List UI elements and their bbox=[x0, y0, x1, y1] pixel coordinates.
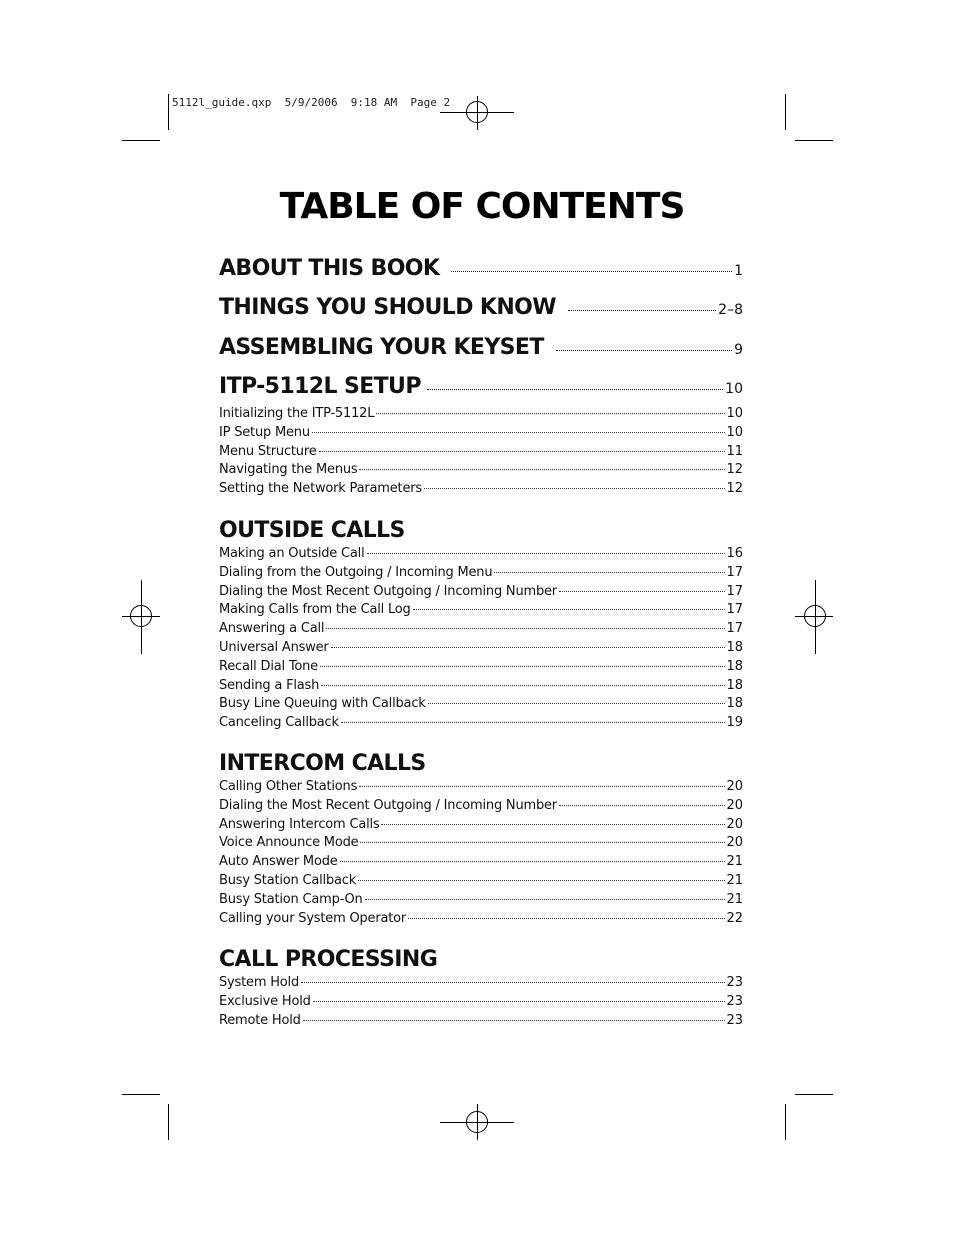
toc-entry bbox=[219, 481, 743, 500]
entry-title: Sending a Flash bbox=[219, 677, 320, 693]
toc-entry bbox=[219, 1013, 743, 1032]
entry-page: 2–8 bbox=[718, 302, 743, 318]
toc-entry bbox=[219, 584, 743, 603]
toc-entry bbox=[219, 715, 743, 734]
toc-entry bbox=[219, 854, 743, 873]
entry-title: Dialing from the Outgoing / Incoming Menu bbox=[219, 564, 493, 580]
dot-leader bbox=[559, 805, 725, 806]
dot-leader bbox=[341, 722, 726, 723]
crop-mark bbox=[168, 1104, 169, 1140]
entry-page: 9 bbox=[734, 341, 743, 358]
toc-major-entry bbox=[219, 256, 743, 295]
dot-leader bbox=[326, 628, 725, 629]
dot-leader bbox=[359, 786, 725, 787]
toc-entry bbox=[219, 994, 743, 1013]
crop-mark bbox=[785, 1104, 786, 1140]
entry-title: Exclusive Hold bbox=[219, 994, 311, 1010]
entry-page: 21 bbox=[726, 891, 743, 907]
entry-page: 18 bbox=[726, 696, 743, 712]
toc-entry bbox=[219, 565, 743, 584]
entry-title: Menu Structure bbox=[219, 443, 317, 459]
dot-leader bbox=[359, 469, 725, 470]
entry-page: 20 bbox=[726, 778, 743, 794]
entry-title: Remote Hold bbox=[219, 1012, 301, 1028]
dot-leader bbox=[559, 591, 725, 592]
dot-leader bbox=[321, 685, 725, 686]
entry-title: Auto Answer Mode bbox=[219, 854, 338, 870]
entry-title: Dialing the Most Recent Outgoing / Incoming Number bbox=[219, 797, 557, 813]
entry-title: Busy Station Callback bbox=[219, 872, 357, 888]
dot-leader bbox=[331, 647, 726, 648]
entry-title: Calling your System Operator bbox=[219, 910, 407, 926]
entry-page: 11 bbox=[726, 443, 743, 459]
entry-page: 17 bbox=[726, 621, 743, 637]
dot-leader bbox=[301, 982, 725, 983]
toc-entry bbox=[219, 835, 743, 854]
dot-leader bbox=[424, 488, 725, 489]
dot-leader bbox=[428, 703, 726, 704]
entry-title: Making an Outside Call bbox=[219, 545, 365, 561]
dot-leader bbox=[381, 824, 725, 825]
dot-leader bbox=[556, 350, 732, 351]
crop-mark bbox=[122, 1094, 160, 1095]
page-title: TABLE OF CONTENTS bbox=[279, 186, 685, 227]
dot-leader bbox=[320, 666, 725, 667]
entry-page: 20 bbox=[726, 797, 743, 813]
entry-page: 10 bbox=[726, 406, 743, 421]
dot-leader bbox=[427, 389, 723, 390]
dot-leader bbox=[360, 842, 725, 843]
dot-leader bbox=[367, 553, 726, 554]
entry-page: 23 bbox=[726, 994, 743, 1010]
entry-title: Voice Announce Mode bbox=[219, 835, 359, 851]
entry-title: Setting the Network Parameters bbox=[219, 481, 422, 497]
entry-title: Initializing the ITP-5112L bbox=[219, 406, 375, 421]
entry-page: 17 bbox=[726, 583, 743, 599]
toc-entry bbox=[219, 462, 743, 481]
entry-page: 10 bbox=[726, 424, 743, 440]
dot-leader bbox=[303, 1020, 726, 1021]
toc-major-entry bbox=[219, 335, 743, 375]
entry-page: 17 bbox=[726, 602, 743, 618]
entry-title: Universal Answer bbox=[219, 639, 329, 655]
toc-entry bbox=[219, 975, 743, 994]
entry-title: Answering a Call bbox=[219, 621, 325, 637]
toc-entry bbox=[219, 911, 743, 930]
entry-page: 20 bbox=[726, 835, 743, 851]
toc-entry bbox=[219, 892, 743, 911]
entry-page: 21 bbox=[726, 854, 743, 870]
entry-title: Navigating the Menus bbox=[219, 462, 358, 478]
entry-page: 23 bbox=[726, 975, 743, 991]
toc-entry bbox=[219, 546, 743, 565]
entry-title: ABOUT THIS BOOK bbox=[219, 256, 440, 281]
dot-leader bbox=[365, 899, 726, 900]
entry-page: 12 bbox=[726, 481, 743, 497]
toc-entry bbox=[219, 696, 743, 715]
dot-leader bbox=[568, 310, 716, 311]
entry-title: Answering Intercom Calls bbox=[219, 816, 380, 832]
toc-entry bbox=[219, 798, 743, 817]
dot-leader bbox=[312, 432, 726, 433]
dot-leader bbox=[413, 609, 726, 610]
dot-leader bbox=[376, 413, 725, 414]
dot-leader bbox=[319, 451, 726, 452]
entry-page: 23 bbox=[726, 1012, 743, 1028]
toc-entry bbox=[219, 779, 743, 798]
crop-mark bbox=[122, 140, 160, 141]
toc-entry bbox=[219, 678, 743, 697]
toc-entry bbox=[219, 406, 743, 425]
entry-title: IP Setup Menu bbox=[219, 424, 310, 440]
toc-major-entry bbox=[219, 295, 743, 335]
section-heading-intercom-calls: INTERCOM CALLS bbox=[219, 750, 426, 776]
toc-entry bbox=[219, 640, 743, 659]
entry-title: Busy Station Camp-On bbox=[219, 891, 363, 907]
entry-page: 17 bbox=[726, 564, 743, 580]
dot-leader bbox=[451, 271, 732, 272]
entry-page: 19 bbox=[726, 715, 743, 731]
toc-entry bbox=[219, 659, 743, 678]
entry-page: 12 bbox=[726, 462, 743, 478]
entry-page: 22 bbox=[726, 910, 743, 926]
toc-entry bbox=[219, 621, 743, 640]
printer-slug: 5112l_guide.qxp 5/9/2006 9:18 AM Page 2 bbox=[172, 96, 451, 109]
crop-mark bbox=[795, 1094, 833, 1095]
entry-title: Making Calls from the Call Log bbox=[219, 602, 411, 618]
crop-mark bbox=[168, 94, 169, 130]
toc-entry bbox=[219, 602, 743, 621]
entry-page: 10 bbox=[725, 381, 743, 397]
crop-mark bbox=[795, 140, 833, 141]
entry-title: Calling Other Stations bbox=[219, 778, 358, 794]
entry-title: Canceling Callback bbox=[219, 715, 339, 731]
section-heading-call-processing: CALL PROCESSING bbox=[219, 947, 438, 973]
entry-page: 1 bbox=[734, 263, 743, 279]
section-heading-outside-calls: OUTSIDE CALLS bbox=[219, 517, 405, 543]
entry-page: 18 bbox=[726, 639, 743, 655]
toc-entry bbox=[219, 444, 743, 463]
toc-entry bbox=[219, 873, 743, 892]
dot-leader bbox=[358, 880, 725, 881]
toc-entry bbox=[219, 817, 743, 836]
dot-leader bbox=[340, 861, 726, 862]
toc-entry bbox=[219, 425, 743, 444]
dot-leader bbox=[494, 572, 725, 573]
entry-page: 20 bbox=[726, 816, 743, 832]
table-of-contents bbox=[219, 256, 743, 1032]
entry-title: ASSEMBLING YOUR KEYSET bbox=[219, 334, 544, 360]
crop-mark bbox=[785, 94, 786, 130]
entry-title: Recall Dial Tone bbox=[219, 658, 318, 674]
entry-title: System Hold bbox=[219, 975, 300, 991]
entry-page: 16 bbox=[726, 545, 743, 561]
entry-title: ITP-5112L SETUP bbox=[219, 374, 421, 399]
dot-leader bbox=[408, 918, 725, 919]
entry-page: 18 bbox=[726, 677, 743, 693]
entry-title: THINGS YOU SHOULD KNOW bbox=[219, 295, 556, 320]
entry-title: Dialing the Most Recent Outgoing / Incoming Number bbox=[219, 583, 557, 599]
entry-title: Busy Line Queuing with Callback bbox=[219, 696, 426, 712]
dot-leader bbox=[313, 1001, 726, 1002]
entry-page: 21 bbox=[726, 872, 743, 888]
entry-page: 18 bbox=[726, 658, 743, 674]
toc-major-entry bbox=[219, 374, 743, 406]
